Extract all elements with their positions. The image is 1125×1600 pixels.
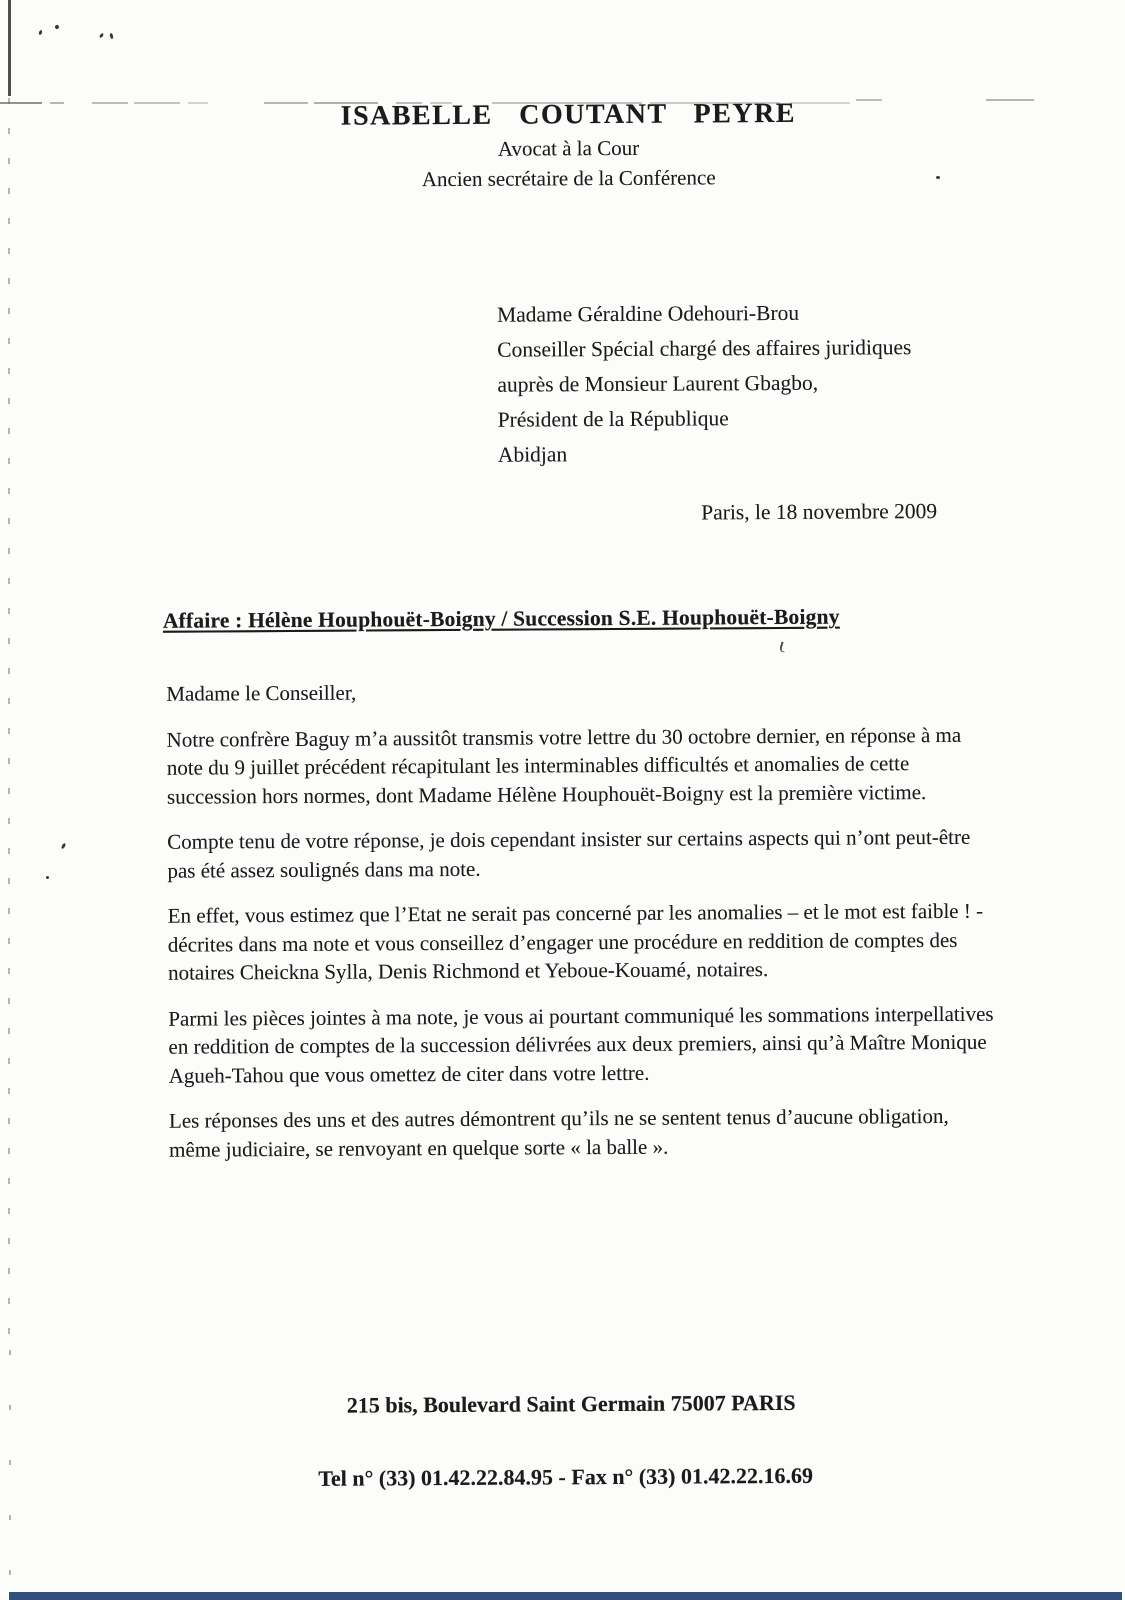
letterhead-title-line2: Ancien secrétaire de la Conférence (421, 165, 716, 192)
recipient-line: Abidjan (497, 442, 568, 467)
body-paragraph: Compte tenu de votre réponse, je dois cependant insister sur certains aspects qui n’ont peut-être pas été assez soulignés dans ma note. (167, 824, 971, 883)
footer-address: 215 bis, Boulevard Saint Germain 75007 PARIS (346, 1389, 796, 1418)
footer-tel-fax: Tel n° (33) 01.42.22.84.95 - Fax n° (33) 01.42.22.16.69 (318, 1462, 814, 1491)
salutation: Madame le Conseiller, (166, 680, 357, 706)
body-paragraph: Les réponses des uns et des autres démontrent qu’ils ne se sentent tenus d’aucune obligation, même judiciaire, se renvoyant en quelque sorte « la balle ». (168, 1103, 949, 1162)
recipient-block (497, 295, 912, 473)
date-line: Paris, le 18 novembre 2009 (701, 499, 938, 525)
recipient-line: Président de la République (497, 406, 729, 432)
body-paragraph: En effet, vous estimez que l’Etat ne serait pas concerné par les anomalies – et le mot est faible ! - décrites dans ma note et vous conseillez d’engager une procédure en reddition de comptes des notaires Cheickna Sylla, Denis Richmond et Yeboue-Kouamé, notaires. (167, 898, 984, 985)
bottom-blue-bar (9, 1592, 1122, 1600)
recipient-line: auprès de Monsieur Laurent Gbagbo, (497, 370, 819, 397)
letterhead (6, 96, 1125, 195)
letter-body (166, 675, 995, 1181)
subject-line: Affaire : Hélène Houphouët-Boigny / Succession S.E. Houphouët-Boigny (162, 604, 840, 633)
body-paragraph: Parmi les pièces jointes à ma note, je vous ai pourtant communiqué les sommations interpellatives en reddition de comptes de la succession délivrées aux deux premiers, ainsi qu’à Maître Monique Agueh-Tahou que vous omettez de citer dans votre lettre. (168, 1001, 994, 1088)
letterhead-name: ISABELLE COUTANT PEYRE (340, 97, 797, 132)
letterhead-title-line1: Avocat à la Cour (497, 135, 640, 161)
body-paragraph: Notre confrère Baguy m’a aussitôt transmis votre lettre du 30 octobre dernier, en réponse à ma note du 9 juillet précédent récapitulant les interminables difficultés et anomalies de cette succession hors normes, dont Madame Hélène Houphouët-Boigny est la première victime. (166, 722, 962, 809)
recipient-line: Madame Géraldine Odehouri-Brou (496, 300, 800, 327)
recipient-line: Conseiller Spécial chargé des affaires juridiques (497, 335, 912, 362)
